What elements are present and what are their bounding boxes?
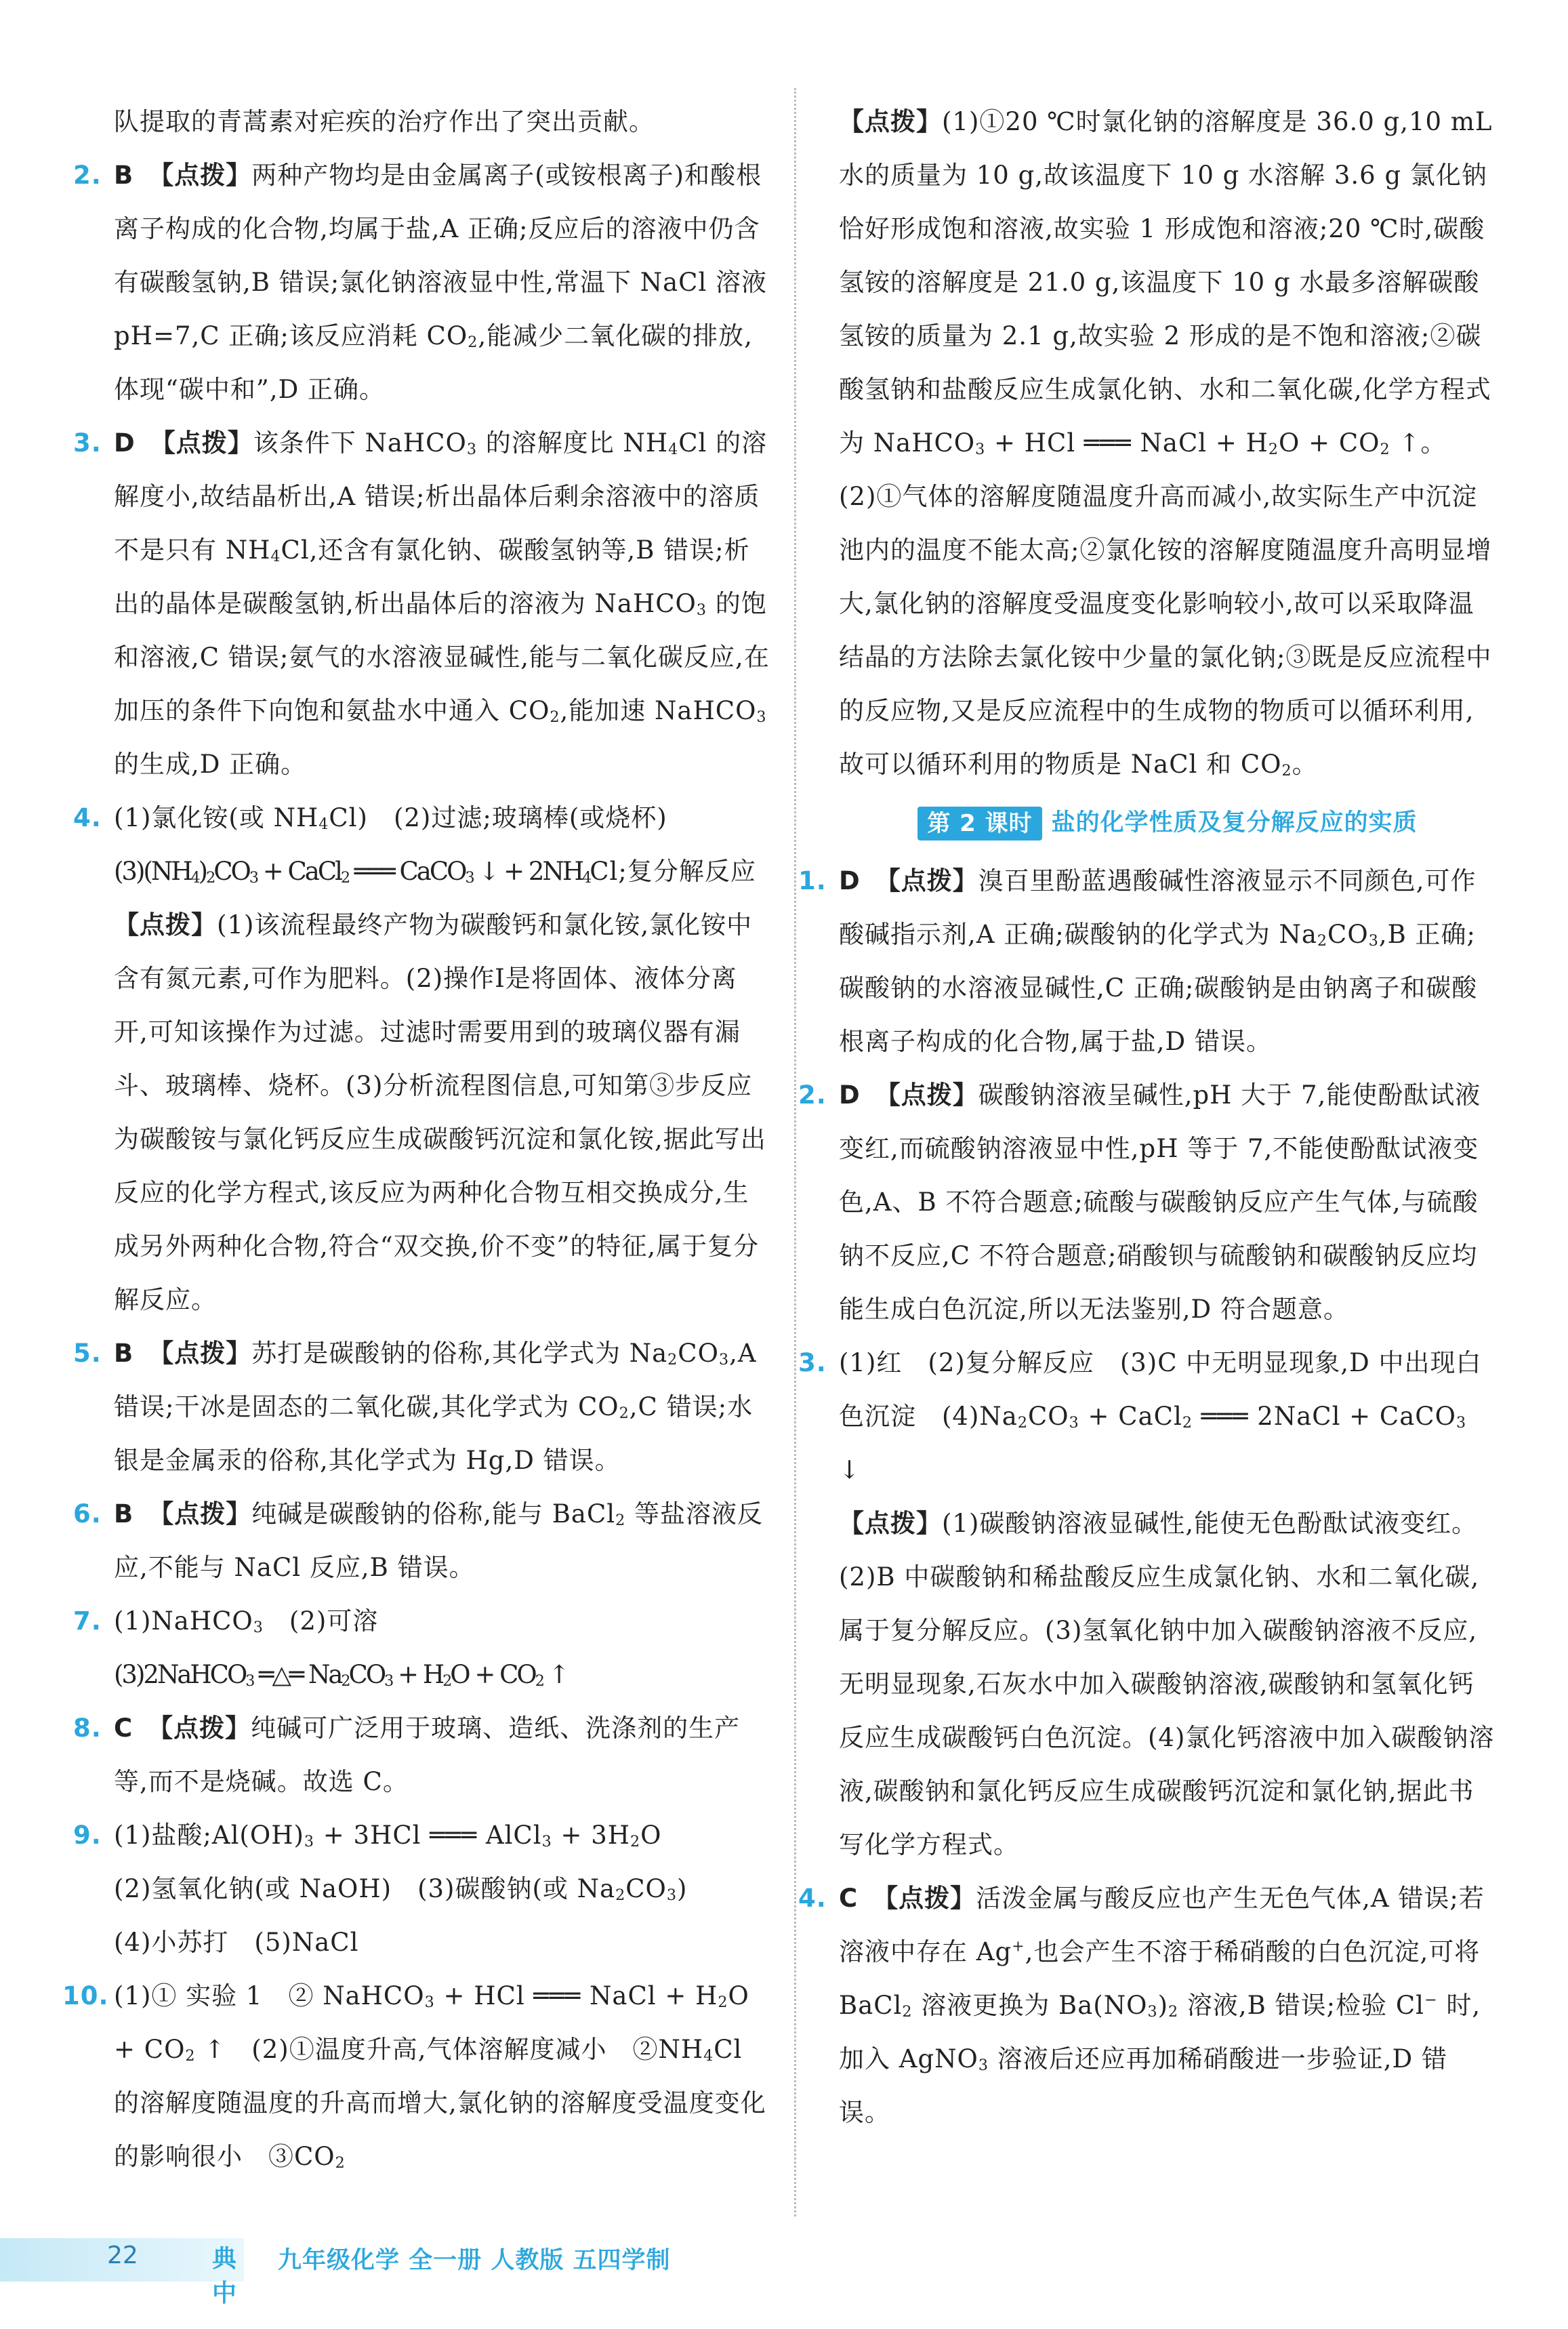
subscript: 4 <box>318 815 329 833</box>
answer-text: (1)盐酸;Al(OH) <box>114 1821 304 1850</box>
subscript: 2 <box>615 1511 626 1529</box>
subscript: 3 <box>304 1832 315 1850</box>
lesson-tag: 第 2 课时 <box>917 807 1041 841</box>
explanation-text: (1)碳酸钠溶液显碱性,能使无色酚酞试液变红。(2)B 中碳酸钠和稀盐酸反应生成氯化钠、水和二氧化碳,属于复分解反应。(3)氢氧化钠中加入碳酸钠溶液不反应,无明显现象,石灰水中加入碳酸钠溶液,碳酸钠和氢氧化钙反应生成碳酸钙白色沉淀。(4)氯化钙溶液中加入碳酸钠溶液,碳酸钠和氯化钙反应生成碳酸钙沉淀和氯化钠,据此书写化学方程式。 <box>839 1509 1495 1859</box>
explanation-text: ,C 错误;水银是金属汞的俗称,其化学式为 Hg,D 错误。 <box>114 1392 754 1475</box>
answer-item-7 <box>73 1594 771 1648</box>
subscript: 2 <box>535 1672 543 1690</box>
answer-item-9-line2 <box>114 1862 771 1916</box>
explanation-text: 纯碱可广泛用于玻璃、造纸、洗涤剂的生产等,而不是烧碱。故选 C。 <box>114 1714 741 1796</box>
explanation-text: 该条件下 NaHCO <box>253 428 467 458</box>
book-logo-icon: 典中 <box>211 2245 236 2307</box>
subscript: 2 <box>550 708 560 726</box>
explanation-text: 的溶解度比 NH <box>476 428 669 458</box>
answer-text: Cl;复分解反应 <box>590 857 756 886</box>
explanation-text: 纯碱是碳酸钠的俗称,能与 BaCl <box>251 1499 616 1528</box>
subscript: 2 <box>185 2046 196 2065</box>
subscript: 2 <box>1017 1413 1028 1432</box>
subscript: 4 <box>582 868 590 887</box>
explanation-text: 。 <box>1292 750 1318 779</box>
answer-item-r4 <box>798 1871 1496 2139</box>
answer-item-9 <box>73 1808 771 1862</box>
answer-item-10 <box>62 1969 771 2183</box>
explanation-text: 两种产物均是由金属离子(或铵根离子)和酸根离子构成的化合物,均属于盐,A 正确;反应后的溶液中仍含有碳酸氢钠,B 错误;氯化钠溶液显中性,常温下 NaCl 溶液 pH=7,C 正确;该反应消耗 CO <box>114 161 768 350</box>
equation-text: CO <box>213 857 249 886</box>
item-number: 8. <box>73 1714 102 1743</box>
equation-text: (3)2NaHCO <box>114 1660 246 1689</box>
subscript: 2 <box>902 2002 913 2021</box>
answer-text: ↑ (2)①温度升高,气体溶解度减小 ②NH <box>195 2035 704 2064</box>
answer-letter: D <box>114 428 136 458</box>
explanation-text: ,能加速 NaHCO <box>560 696 757 725</box>
hint-tag: 【点拨】 <box>839 107 942 136</box>
answer-item-2 <box>73 148 771 416</box>
subscript: 4 <box>703 2046 714 2065</box>
equation-text: ↓ + 2NH <box>472 857 583 886</box>
subscript: 3 <box>466 440 477 458</box>
answer-item-3 <box>73 416 771 791</box>
answer-text: CO <box>1027 1402 1069 1431</box>
answer-text: Cl 的溶解度随温度的升高而增大,氯化钠的溶解度受温度变化的影响很小 ③CO <box>114 2035 766 2171</box>
item-number: 5. <box>73 1339 102 1368</box>
item-number: 1. <box>798 866 827 895</box>
explanation-text: 苏打是碳酸钠的俗称,其化学式为 Na <box>251 1339 668 1368</box>
answer-text: ↓ <box>839 1455 861 1484</box>
answer-item-r3-explanation <box>839 1497 1496 1871</box>
hint-tag: 【点拨】 <box>148 161 252 190</box>
answer-text: O <box>640 1821 662 1850</box>
explanation-text: ,能减少二氧化碳的排放,体现“碳中和”,D 正确。 <box>114 321 753 404</box>
answer-letter: B <box>114 161 134 190</box>
explanation-text: CO <box>1327 920 1369 949</box>
explanation-text: ,A 错误;干冰是固态的二氧化碳,其化学式为 CO <box>114 1339 757 1421</box>
equation-text: ↑ <box>542 1660 568 1689</box>
answer-letter: B <box>114 1499 134 1528</box>
subscript: 2 <box>1168 2002 1179 2021</box>
explanation-text: 活泼金属与酸反应也产生无色气体,A 错误;若溶液中存在 Ag <box>839 1884 1485 1966</box>
subscript: 2 <box>341 868 349 887</box>
hint-tag: 【点拨】 <box>875 866 978 895</box>
item-number: 6. <box>73 1499 102 1528</box>
subscript: 3 <box>253 1618 264 1636</box>
answer-text: + HCl ═══ NaCl + H <box>434 1981 718 2010</box>
answer-letter: C <box>839 1884 859 1913</box>
item-number: 3. <box>798 1348 827 1377</box>
section-heading <box>839 796 1496 850</box>
explanation-text: 时,加入 AgNO <box>839 1991 1481 2073</box>
subscript: 3 <box>718 1350 730 1369</box>
answer-text: + CaCl <box>1079 1402 1182 1431</box>
subscript: 2 <box>468 333 478 351</box>
answer-item-4-equation <box>114 845 771 898</box>
subscript: 3 <box>384 1672 392 1690</box>
answer-text: (1)红 (2)复分解反应 (3)C 中无明显现象,D 中出现白色沉淀 (4)Na <box>839 1348 1482 1431</box>
subscript: 4 <box>668 440 679 458</box>
hint-tag: 【点拨】 <box>148 1339 252 1368</box>
answer-text: (1)NaHCO <box>114 1606 253 1636</box>
subscript: 3 <box>1147 2002 1158 2021</box>
answer-item-4 <box>73 791 771 845</box>
column-divider <box>794 88 796 2216</box>
answer-text: (2)可溶 <box>263 1606 379 1636</box>
explanation-text: 等盐溶液反应,不能与 NaCl 反应,B 错误。 <box>114 1499 764 1582</box>
subscript: 2 <box>442 1672 451 1690</box>
answer-text: O + CO <box>114 1981 749 2064</box>
item-number: 3. <box>73 428 102 458</box>
item-number: 9. <box>73 1821 102 1850</box>
subscript: 3 <box>756 708 767 726</box>
subscript: 2 <box>341 1672 349 1690</box>
explanation-text: 溶液后还应再加稀硝酸进一步验证,D 错误。 <box>839 2044 1447 2127</box>
subscript: 3 <box>541 1832 552 1850</box>
hint-tag: 【点拨】 <box>148 1499 252 1528</box>
subscript: 4 <box>270 547 281 565</box>
subscript: 2 <box>1317 931 1328 950</box>
answer-letter: D <box>839 1080 861 1110</box>
hint-tag: 【点拨】 <box>873 1884 976 1913</box>
explanation-text: ) <box>1157 1991 1169 2020</box>
intro-text: 队提取的青蒿素对疟疾的治疗作出了突出贡献。 <box>114 107 655 136</box>
left-column <box>62 95 771 2183</box>
answer-text: CO <box>625 1874 667 1903</box>
subscript: 2 <box>718 1993 728 2011</box>
explanation-text: 溴百里酚蓝遇酸碱性溶液显示不同颜色,可作酸碱指示剂,A 正确;碳酸钠的化学式为 Na <box>839 866 1477 949</box>
explanation-text: 的饱和溶液,C 错误;氨气的水溶液显碱性,能与二氧化碳反应,在加压的条件下向饱和氨盐水中通入 CO <box>114 589 770 725</box>
subscript: 3 <box>245 1672 253 1690</box>
explanation-text: + HCl ═══ NaCl + H <box>985 428 1268 458</box>
equation-text: + CaCl <box>256 857 342 886</box>
equation-text: ═△═ Na <box>253 1660 342 1689</box>
subscript: 3 <box>1069 1413 1079 1432</box>
subscript: 3 <box>465 868 473 887</box>
subscript: 3 <box>424 1993 435 2011</box>
item-number: 4. <box>73 803 102 832</box>
equation-text: ) <box>198 857 207 886</box>
hint-tag: 【点拨】 <box>148 1714 251 1743</box>
subscript: 2 <box>1281 761 1292 779</box>
subscript: 2 <box>630 1832 641 1850</box>
explanation-text: ↑。 <box>1390 428 1447 458</box>
explanation-text: CO <box>678 1339 719 1368</box>
answer-item-9-line3: (4)小苏打 (5)NaCl <box>114 1928 359 1957</box>
superscript: + <box>1012 1937 1025 1956</box>
right-column <box>798 95 1496 2139</box>
explanation-text: Cl,还含有氯化钠、碳酸氢钠等,B 错误;析出的晶体是碳酸氢钠,析出晶体后的溶液为 NaHCO <box>114 535 750 618</box>
subscript: 2 <box>667 1350 678 1369</box>
page-number: 22 <box>107 2242 138 2269</box>
answer-text: + 3H <box>552 1821 631 1850</box>
subscript: 4 <box>190 868 199 887</box>
subscript: 3 <box>249 868 257 887</box>
subscript: 2 <box>1380 440 1390 458</box>
subscript: 2 <box>1182 1413 1193 1432</box>
item-number: 10. <box>62 1981 109 2010</box>
hint-10-part1 <box>839 95 1496 470</box>
equation-text: ═══ CaCO <box>348 857 466 886</box>
explanation-text: (1)该流程最终产物为碳酸钙和氯化铵,氯化铵中含有氮元素,可作为肥料。(2)操作Ⅰ是将固体、液体分离开,可知该操作为过滤。过滤时需要用到的玻璃仪器有漏斗、玻璃棒、烧杯。(3)分析流程图信息,可知第③步反应为碳酸铵与氯化钙反应生成碳酸钙沉淀和氯化铵,据此写出反应的化学方程式,该反应为两种化合物互相交换成分,生成另外两种化合物,符合“双交换,价不变”的特征,属于复分解反应。 <box>114 910 766 1314</box>
subscript: 3 <box>666 1886 678 1904</box>
equation-text: + H <box>392 1660 443 1689</box>
subscript: 3 <box>1368 931 1379 950</box>
subscript: 2 <box>335 2153 346 2172</box>
item-number: 2. <box>798 1080 827 1110</box>
book-title: 九年级化学 全一册 人教版 五四学制 <box>278 2247 671 2274</box>
explanation-text: 的生成,D 正确。 <box>114 750 307 779</box>
answer-item-5 <box>73 1326 771 1487</box>
explanation-text: 溶液,B 错误;检验 Cl <box>1178 1991 1424 2020</box>
subscript: 2 <box>619 1404 630 1422</box>
answer-text: ═══ 2NaCl + CaCO <box>1192 1402 1456 1431</box>
item-number: 4. <box>798 1884 827 1913</box>
subscript: 3 <box>696 601 707 619</box>
section-title: 盐的化学性质及复分解反应的实质 <box>1051 809 1418 836</box>
subscript: 3 <box>1456 1413 1467 1432</box>
answer-item-7-equation <box>114 1648 771 1701</box>
equation-text: CO <box>348 1660 385 1689</box>
subscript: 3 <box>978 2056 989 2074</box>
answer-item-r2 <box>798 1068 1496 1336</box>
subscript: 3 <box>975 440 986 458</box>
item-number: 7. <box>73 1606 102 1636</box>
explanation-text: ,B 正确;碳酸钠的水溶液显碱性,C 正确;碳酸钠是由钠离子和碳酸根离子构成的化合物,属于盐,D 错误。 <box>839 920 1478 1056</box>
answer-text: (1)氯化铵(或 NH <box>114 803 319 832</box>
hint-tag: 【点拨】 <box>875 1080 978 1110</box>
answer-letter: B <box>114 1339 134 1368</box>
explanation-text: ,也会产生不溶于稀硝酸的白色沉淀,可将 BaCl <box>839 1937 1481 2020</box>
answer-item-r1 <box>798 854 1496 1068</box>
answer-text: ) <box>677 1874 688 1903</box>
superscript: − <box>1424 1991 1438 2009</box>
hint-tag: 【点拨】 <box>150 428 253 458</box>
explanation-text: O + CO <box>1279 428 1380 458</box>
hint-tag: 【点拨】 <box>114 910 217 939</box>
explanation-text: 溶液更换为 Ba(NO <box>912 1991 1148 2020</box>
item-number: 2. <box>73 161 102 190</box>
answer-text: + 3HCl ═══ AlCl <box>314 1821 542 1850</box>
answer-text: Cl) (2)过滤;玻璃棒(或烧杯) <box>329 803 667 832</box>
hint-tag: 【点拨】 <box>839 1509 942 1538</box>
answer-text: (1)① 实验 1 ② NaHCO <box>114 1981 425 2010</box>
answer-letter: D <box>839 866 861 895</box>
answer-text: (2)氢氧化钠(或 NaOH) (3)碳酸钠(或 Na <box>114 1874 616 1903</box>
equation-text: O + CO <box>450 1660 535 1689</box>
answer-item-8 <box>73 1701 771 1808</box>
explanation-text: (1)①20 ℃时氯化钠的溶解度是 36.0 g,10 mL 水的质量为 10 g,故该温度下 10 g 水溶解 3.6 g 氯化钠恰好形成饱和溶液,故实验 1 形成饱和溶液;20 ℃时,碳酸氢铵的溶解度是 21.0 g,该温度下 10 g 水最多溶解碳酸氢铵的质量为 2.1 g,故实验 2 形成的是不饱和溶液;②碳酸氢钠和盐酸反应生成氯化钠、水和二氧化碳,化学方程式为 NaHCO <box>839 107 1493 458</box>
answer-item-4-explanation <box>114 898 771 1326</box>
hint-10-part2 <box>839 470 1496 791</box>
subscript: 2 <box>1268 440 1279 458</box>
answer-item-r3 <box>798 1336 1496 1497</box>
equation-text: (3)(NH <box>114 857 191 886</box>
explanation-text: (2)①气体的溶解度随温度升高而减小,故实际生产中沉淀池内的温度不能太高;②氯化铵的溶解度随温度升高明显增大,氯化钠的溶解度受温度变化影响较小,故可以采取降温结晶的方法除去氯化铵中少量的氯化钠;③既是反应流程中的反应物,又是反应流程中的生成物的物质可以循环利用,故可以循环利用的物质是 NaCl 和 CO <box>839 482 1492 779</box>
answer-letter: C <box>114 1714 133 1743</box>
explanation-text: 碳酸钠溶液呈碱性,pH 大于 7,能使酚酞试液变红,而硫酸钠溶液显中性,pH 等于 7,不能使酚酞试液变色,A、B 不符合题意;硫酸与碳酸钠反应产生气体,与硫酸钠不反应,C 不符合题意;硝酸钡与硫酸钠和碳酸钠反应均能生成白色沉淀,所以无法鉴别,D 符合题意。 <box>839 1080 1481 1324</box>
subscript: 2 <box>206 868 214 887</box>
explanation-text: Cl 的溶解度小,故结晶析出,A 错误;析出晶体后剩余溶液中的溶质不是只有 NH <box>114 428 768 565</box>
subscript: 2 <box>615 1886 626 1904</box>
answer-item-6 <box>73 1487 771 1594</box>
